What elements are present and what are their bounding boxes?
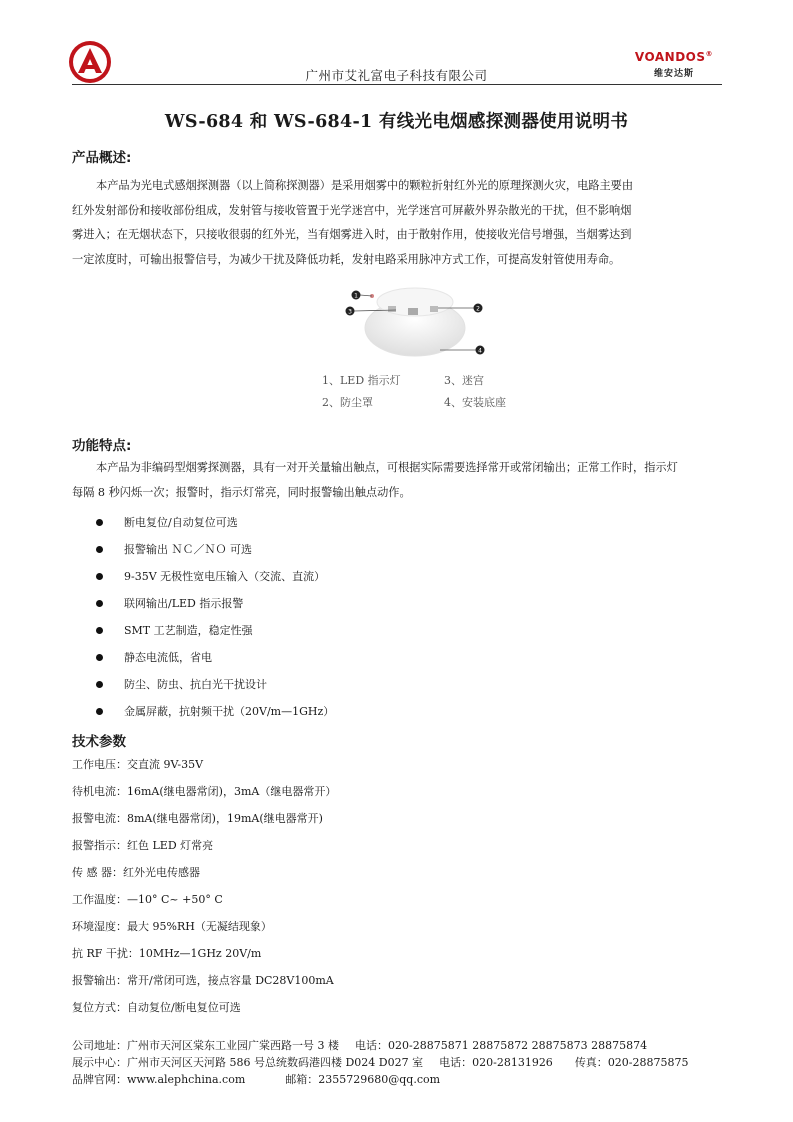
bullet-icon xyxy=(96,573,103,580)
marker-4 xyxy=(476,346,485,355)
svg-text:2: 2 xyxy=(476,305,480,313)
footer-web-row: 品牌官网：www.alephchina.com 邮箱：2355729680@qq.com xyxy=(72,1073,441,1086)
overview-line: 雾进入；在无烟状态下，只接收很弱的红外光，当有烟雾进入时，由于散射作用，使接收光信号增强，当烟雾达到 xyxy=(72,228,632,241)
spec-item: 抗 RF 干扰：10MHz—1GHz 20V/m xyxy=(72,947,262,960)
fax-number: 020-28875875 xyxy=(607,1056,689,1069)
marker-3 xyxy=(346,307,355,316)
features-line: 每隔 8 秒闪烁一次；报警时，指示灯常亮，同时报警输出触点动作。 xyxy=(72,485,411,499)
list-item: 断电复位/自动复位可选 xyxy=(96,512,334,539)
spec-item: 报警指示：红色 LED 灯常亮 xyxy=(72,839,214,852)
features-paragraph xyxy=(72,456,722,505)
footer xyxy=(72,1037,689,1088)
marker-1 xyxy=(352,291,361,300)
spec-item: 工作电压：交直流 9V-35V xyxy=(72,758,204,771)
spec-item: 复位方式：自动复位/断电复位可选 xyxy=(72,1001,241,1014)
showroom-address: 广州市天河区天河路 586 号总统数码港四楼 D024 D027 室 xyxy=(127,1056,424,1069)
brand-cn: 维安达斯 xyxy=(653,69,694,79)
svg-text:3: 3 xyxy=(348,308,352,316)
list-item: 联网输出/LED 指示报警 xyxy=(96,593,334,620)
spec-item: 待机电流：16mA(继电器常闭)，3mA（继电器常开） xyxy=(72,785,337,798)
spec-item: 工作温度：—10° C~ +50° C xyxy=(72,893,223,906)
bullet-icon xyxy=(96,654,103,661)
svg-text:1: 1 xyxy=(354,292,358,300)
header-rule xyxy=(72,84,722,85)
list-item: SMT 工艺制造，稳定性强 xyxy=(96,620,334,647)
bullet-icon xyxy=(96,681,103,688)
footer-address-row: 公司地址：广州市天河区棠东工业园广棠西路一号 3 楼 电话：020-28875871 28875872 28875873 28875874 xyxy=(72,1039,648,1052)
company-name: 广州市艾礼富电子科技有限公司 xyxy=(305,68,488,83)
document-title: WS-684 和 WS-684-1 有线光电烟感探测器使用说明书 xyxy=(164,112,629,132)
bullet-icon xyxy=(96,600,103,607)
specs-list xyxy=(72,756,336,1026)
features-line: 本产品为非编码型烟雾探测器，具有一对开关量输出触点，可根据实际需要选择常开或常闭输出；正常工作时，指示灯 xyxy=(96,461,678,474)
website-link[interactable]: www.alephchina.com xyxy=(127,1073,246,1086)
caption-base: 4、安装底座 xyxy=(444,396,506,409)
overview-paragraph xyxy=(72,174,722,272)
caption-dust-cover: 2、防尘罩 xyxy=(322,396,373,409)
overview-heading: 产品概述: xyxy=(72,150,132,166)
footer-showroom-row: 展示中心：广州市天河区天河路 586 号总统数码港四楼 D024 D027 室 电话：020-28131926 传真：020-28875875 xyxy=(72,1056,689,1069)
spec-item: 环境湿度：最大 95%RH（无凝结现象） xyxy=(72,920,272,933)
spec-item: 报警电流：8mA(继电器常闭)，19mA(继电器常开) xyxy=(72,812,323,825)
features-heading: 功能特点: xyxy=(72,438,132,454)
brand-reg: ® xyxy=(705,50,713,58)
caption-labyrinth: 3、迷宫 xyxy=(444,374,484,387)
list-item: 9-35V 无极性宽电压输入（交流、直流） xyxy=(96,566,334,593)
detector-illustration xyxy=(330,280,500,360)
brand-logo xyxy=(635,50,713,79)
overview-line: 红外发射部份和接收部份组成，发射管与接收管置于光学迷宫中，光学迷宫可屏蔽外界杂散光的干扰，但不影响烟 xyxy=(72,203,632,217)
svg-text:4: 4 xyxy=(478,347,482,355)
list-item: 防尘、防虫、抗白光干扰设计 xyxy=(96,674,334,701)
brand-en: VOANDOS xyxy=(634,50,706,64)
overview-line: 一定浓度时，可输出报警信号，为减少干扰及降低功耗，发射电路采用脉冲方式工作，可提高发射管使用寿命。 xyxy=(72,252,621,266)
marker-2 xyxy=(474,304,483,313)
features-list xyxy=(96,512,334,728)
caption-led: 1、LED 指示灯 xyxy=(322,374,401,387)
company-phones: 020-28875871 28875872 28875873 28875874 xyxy=(388,1039,648,1052)
company-address: 广州市天河区棠东工业园广棠西路一号 3 楼 xyxy=(127,1039,339,1052)
bullet-icon xyxy=(96,627,103,634)
spec-item: 报警输出：常开/常闭可选，接点容量 DC28V100mA xyxy=(72,974,334,987)
bullet-icon xyxy=(96,708,103,715)
spec-item: 传 感 器：红外光电传感器 xyxy=(72,866,200,879)
showroom-phone: 020-28131926 xyxy=(472,1056,553,1069)
email-link[interactable]: 2355729680@qq.com xyxy=(318,1073,441,1086)
specs-heading: 技术参数 xyxy=(72,734,126,750)
list-item: 金属屏蔽，抗射频干扰（20V/m—1GHz） xyxy=(96,701,334,728)
list-item: 报警输出 ＮＣ／ＮＯ 可选 xyxy=(96,539,334,566)
overview-line: 本产品为光电式感烟探测器（以上简称探测器）是采用烟雾中的颗粒折射红外光的原理探测火灾，电路主要由 xyxy=(96,179,634,192)
bullet-icon xyxy=(96,546,103,553)
list-item: 静态电流低，省电 xyxy=(96,647,334,674)
bullet-icon xyxy=(96,519,103,526)
